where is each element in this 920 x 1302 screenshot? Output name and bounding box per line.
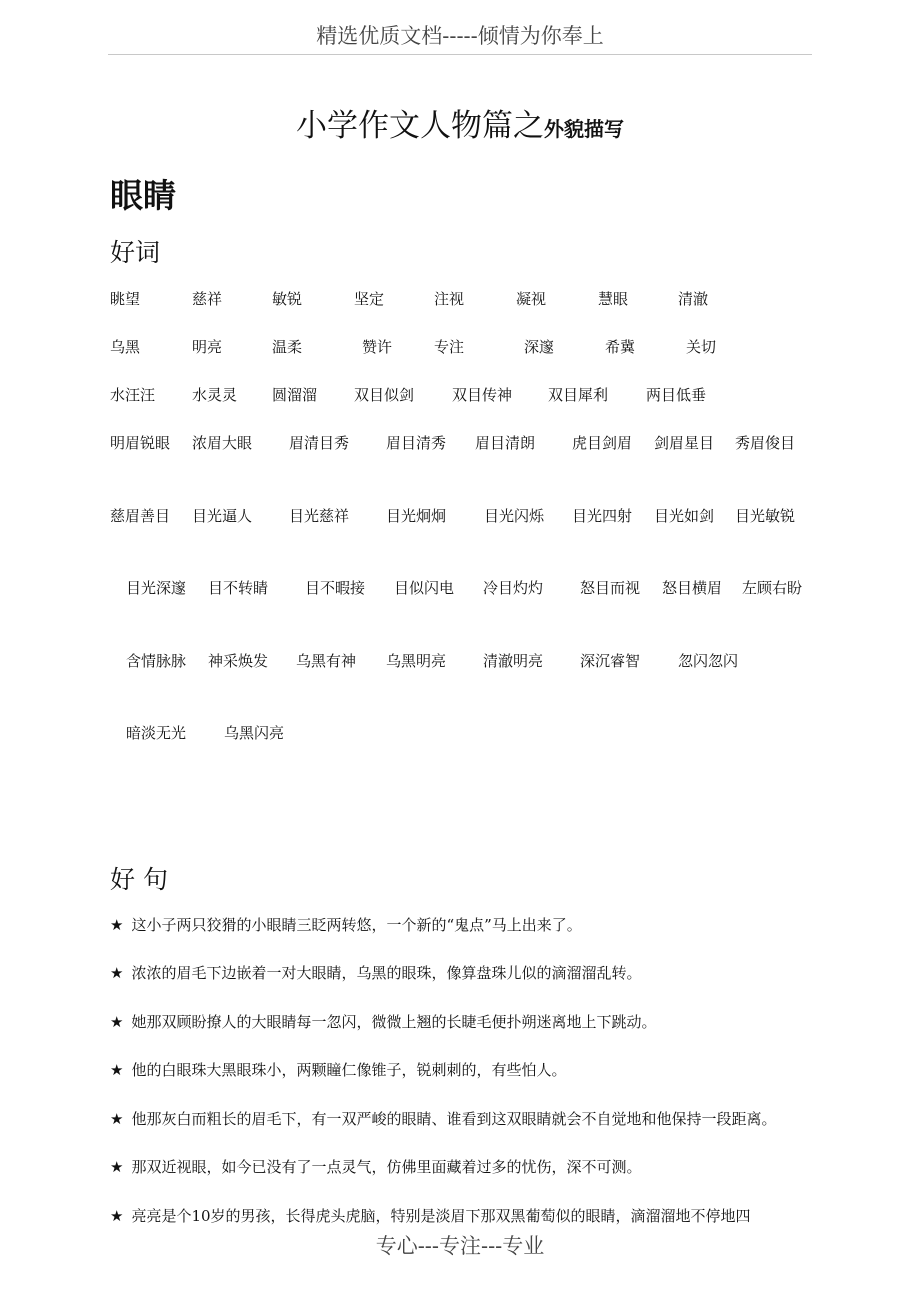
star-icon: ★ xyxy=(110,964,124,982)
word-item: 目光四射 xyxy=(572,507,633,525)
star-icon: ★ xyxy=(110,1013,124,1031)
sentence-item xyxy=(110,1205,751,1226)
word-item: 温柔 xyxy=(272,338,303,356)
star-icon: ★ xyxy=(110,1061,124,1079)
word-item: 目似闪电 xyxy=(394,579,455,597)
sentence-text: 他的白眼珠大黑眼珠小，两颗瞳仁像锥子，锐刺刺的，有些怕人。 xyxy=(131,1061,567,1079)
word-item: 乌黑 xyxy=(110,338,141,356)
sentence-item xyxy=(110,962,641,983)
word-item: 虎目剑眉 xyxy=(572,434,633,452)
sentence-text: 他那灰白而粗长的眉毛下，有一双严峻的眼睛、谁看到这双眼睛就会不自觉地和他保持一段距离。 xyxy=(131,1110,777,1128)
word-item: 慈祥 xyxy=(192,290,223,308)
word-item: 目光如剑 xyxy=(654,507,715,525)
sentence-item xyxy=(110,1059,566,1080)
word-item: 双目似剑 xyxy=(354,386,415,404)
word-item: 赞许 xyxy=(362,338,393,356)
word-item: 眉目清秀 xyxy=(386,434,447,452)
star-icon: ★ xyxy=(110,1158,124,1176)
word-item: 两目低垂 xyxy=(646,386,707,404)
word-item: 左顾右盼 xyxy=(742,579,803,597)
word-item: 凝视 xyxy=(516,290,547,308)
page-footer: 专心---专注---专业 xyxy=(375,1234,545,1258)
word-item: 慧眼 xyxy=(598,290,629,308)
word-item: 乌黑有神 xyxy=(296,652,357,670)
sentence-text: 浓浓的眉毛下边嵌着一对大眼睛，乌黑的眼珠，像算盘珠儿似的滴溜溜乱转。 xyxy=(131,964,642,982)
sentences-heading: 好句 xyxy=(110,865,177,894)
word-item: 乌黑闪亮 xyxy=(224,724,285,742)
sentence-text: 那双近视眼，如今已没有了一点灵气，仿佛里面藏着过多的忧伤，深不可测。 xyxy=(131,1158,642,1176)
sentence-text: 这小子两只狡猾的小眼睛三眨两转悠，一个新的“鬼点”马上出来了。 xyxy=(131,916,582,934)
sentence-text: 她那双顾盼撩人的大眼睛每一忽闪，微微上翘的长睫毛便扑朔迷离地上下跳动。 xyxy=(131,1013,657,1031)
word-item: 目光慈祥 xyxy=(289,507,350,525)
word-item: 目不暇接 xyxy=(305,579,366,597)
word-item: 目光敏锐 xyxy=(735,507,796,525)
word-item: 目光闪烁 xyxy=(484,507,545,525)
word-item: 慈眉善目 xyxy=(110,507,171,525)
word-item: 清澈明亮 xyxy=(483,652,544,670)
word-item: 怒目横眉 xyxy=(662,579,723,597)
word-item: 眉目清朗 xyxy=(475,434,536,452)
word-item: 深沉睿智 xyxy=(580,652,641,670)
document-title xyxy=(0,100,920,145)
title-main: 小学作文人物篇之 xyxy=(296,108,544,144)
word-item: 剑眉星目 xyxy=(654,434,715,452)
word-item: 目光深邃 xyxy=(126,579,187,597)
section-heading: 眼睛 xyxy=(110,176,176,215)
word-item: 目光炯炯 xyxy=(386,507,447,525)
sentence-item xyxy=(110,1011,656,1032)
word-item: 目不转睛 xyxy=(208,579,269,597)
header-divider xyxy=(108,54,812,55)
word-item: 希冀 xyxy=(605,338,636,356)
star-icon: ★ xyxy=(110,916,124,934)
sentence-text: 亮亮是个10岁的男孩，长得虎头虎脑，特别是淡眉下那双黑葡萄似的眼睛，滴溜溜地不停地四 xyxy=(131,1207,751,1225)
star-icon: ★ xyxy=(110,1110,124,1128)
word-item: 忽闪忽闪 xyxy=(678,652,739,670)
word-item: 深邃 xyxy=(524,338,555,356)
word-item: 神采焕发 xyxy=(208,652,269,670)
sentence-item xyxy=(110,1108,776,1129)
title-sub: 外貌描写 xyxy=(544,117,624,141)
word-item: 眺望 xyxy=(110,290,141,308)
word-item: 眉清目秀 xyxy=(289,434,350,452)
word-item: 冷目灼灼 xyxy=(483,579,544,597)
word-item: 注视 xyxy=(434,290,465,308)
word-item: 清澈 xyxy=(678,290,709,308)
words-heading: 好词 xyxy=(110,238,161,267)
word-item: 含情脉脉 xyxy=(126,652,187,670)
sentence-item xyxy=(110,1156,641,1177)
word-item: 敏锐 xyxy=(272,290,303,308)
word-item: 圆溜溜 xyxy=(272,386,318,404)
word-item: 水汪汪 xyxy=(110,386,156,404)
word-item: 坚定 xyxy=(354,290,385,308)
word-item: 怒目而视 xyxy=(580,579,641,597)
star-icon: ★ xyxy=(110,1207,124,1225)
word-item: 暗淡无光 xyxy=(126,724,187,742)
word-item: 乌黑明亮 xyxy=(386,652,447,670)
page-header: 精选优质文档-----倾情为你奉上 xyxy=(316,24,604,48)
word-item: 明眉锐眼 xyxy=(110,434,171,452)
word-item: 秀眉俊目 xyxy=(735,434,796,452)
word-item: 关切 xyxy=(686,338,717,356)
word-item: 目光逼人 xyxy=(192,507,253,525)
word-item: 双目传神 xyxy=(452,386,513,404)
word-item: 专注 xyxy=(434,338,465,356)
word-item: 水灵灵 xyxy=(192,386,238,404)
word-item: 双目犀利 xyxy=(548,386,609,404)
word-item: 明亮 xyxy=(192,338,223,356)
sentence-item xyxy=(110,914,582,935)
word-item: 浓眉大眼 xyxy=(192,434,253,452)
